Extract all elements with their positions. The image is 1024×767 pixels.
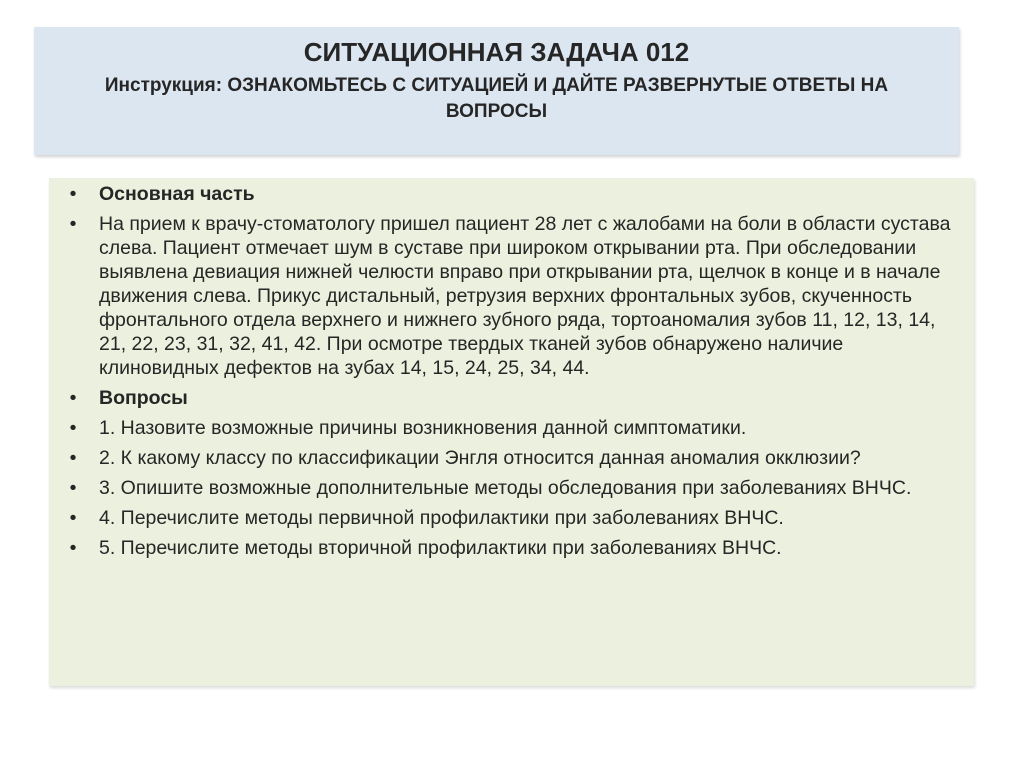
list-item-text: 1. Назовите возможные причины возникновения данной симптоматики.	[99, 417, 747, 439]
question-item	[63, 416, 954, 440]
page-title: СИТУАЦИОННАЯ ЗАДАЧА 012	[303, 37, 690, 67]
list-item-text: 3. Опишите возможные дополнительные методы обследования при заболеваниях ВНЧС.	[99, 477, 912, 499]
list-item-text: Основная часть	[99, 183, 255, 205]
bullet-icon: •	[69, 387, 77, 409]
question-item	[63, 446, 954, 470]
question-item	[63, 536, 954, 560]
bullet-icon: •	[69, 477, 77, 499]
list-item-text: 4. Перечислите методы первичной профилактики при заболеваниях ВНЧС.	[99, 507, 784, 529]
question-item	[63, 476, 954, 500]
title-box	[34, 27, 959, 155]
bullet-icon: •	[69, 213, 77, 235]
list-item-text: 2. К какому классу по классификации Энгля относится данная аномалия окклюзии?	[99, 447, 861, 469]
case-description	[63, 212, 954, 380]
question-item	[63, 506, 954, 530]
list-item-text: На прием к врачу-стоматологу пришел пациент 28 лет с жалобами на боли в области сустава слева. Пациент отмечает шум в суставе при широком открывании рта. При обследовании выявлена девиация нижней челюсти вправо при открывании рта, щелчок в конце и в начале движения слева. Прикус дистальный, ретрузия верхних фронтальных зубов, скученность фронтального отдела верхнего и нижнего зубного ряда, тортоаномалия зубов 11, 12, 13, 14, 21, 22, 23, 31, 32, 41, 42. При осмотре твердых тканей зубов обнаружено наличие клиновидных дефектов на зубах 14, 15, 24, 25, 34, 44.	[99, 213, 951, 379]
bullet-icon: •	[69, 183, 77, 205]
bullet-icon: •	[69, 447, 77, 469]
section-heading-main	[63, 182, 954, 206]
bullet-icon: •	[69, 507, 77, 529]
content-box	[49, 178, 974, 686]
bullet-icon: •	[69, 537, 77, 559]
section-heading-questions	[63, 386, 954, 410]
bullet-list	[63, 182, 954, 560]
instruction-text: Инструкция: ОЗНАКОМЬТЕСЬ С СИТУАЦИЕЙ И ДАЙТЕ РАЗВЕРНУТЫЕ ОТВЕТЫ НА ВОПРОСЫ	[104, 75, 889, 122]
bullet-icon: •	[69, 417, 77, 439]
list-item-text: 5. Перечислите методы вторичной профилактики при заболеваниях ВНЧС.	[99, 537, 782, 559]
list-item-text: Вопросы	[99, 387, 188, 409]
